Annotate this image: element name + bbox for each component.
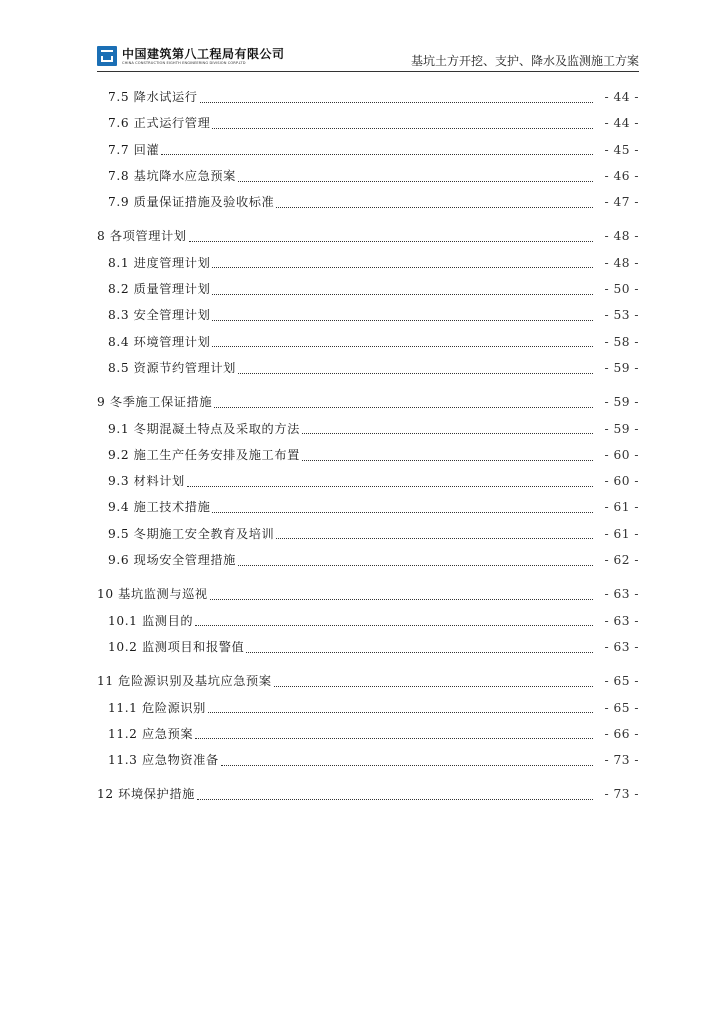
page-header: [97, 44, 639, 70]
toc-entry-title: 7.7 回灌: [108, 142, 160, 157]
toc-entry-page: - 59 -: [604, 395, 639, 410]
table-of-contents: [97, 84, 639, 808]
toc-leader-dots: [214, 407, 593, 408]
toc-leader-dots: [238, 565, 593, 566]
toc-leader-dots: [276, 538, 593, 539]
toc-entry-page: - 53 -: [604, 308, 639, 323]
toc-entry-page: - 73 -: [604, 787, 639, 802]
toc-leader-dots: [212, 128, 593, 129]
toc-leader-dots: [187, 486, 593, 487]
toc-entry[interactable]: [97, 668, 639, 694]
toc-leader-dots: [212, 346, 593, 347]
toc-leader-dots: [238, 373, 593, 374]
toc-entry-page: - 60 -: [604, 447, 639, 462]
toc-entry-title: 8.4 环境管理计划: [108, 334, 211, 349]
toc-entry[interactable]: [97, 137, 639, 163]
toc-entry-page: - 59 -: [604, 360, 639, 375]
toc-entry-title: 8.2 质量管理计划: [108, 282, 211, 297]
toc-entry[interactable]: [97, 276, 639, 302]
toc-entry-page: - 61 -: [604, 526, 639, 541]
toc-leader-dots: [274, 686, 593, 687]
toc-entry-title: 11 危险源识别及基坑应急预案: [97, 674, 272, 689]
toc-entry-page: - 65 -: [604, 700, 639, 715]
header-divider: [97, 71, 639, 72]
toc-entry-page: - 66 -: [604, 726, 639, 741]
toc-entry[interactable]: [97, 781, 639, 807]
toc-entry-title: 8.1 进度管理计划: [108, 255, 211, 270]
toc-leader-dots: [302, 460, 593, 461]
toc-entry-title: 8.3 安全管理计划: [108, 308, 211, 323]
toc-entry-page: - 44 -: [604, 116, 639, 131]
toc-entry[interactable]: [97, 163, 639, 189]
toc-entry-page: - 63 -: [604, 613, 639, 628]
toc-entry[interactable]: [97, 329, 639, 355]
toc-entry[interactable]: [97, 521, 639, 547]
toc-entry[interactable]: [97, 189, 639, 215]
toc-leader-dots: [189, 241, 593, 242]
toc-leader-dots: [195, 738, 593, 739]
toc-entry[interactable]: [97, 581, 639, 607]
toc-entry[interactable]: [97, 468, 639, 494]
toc-entry-title: 11.2 应急预案: [108, 726, 194, 741]
toc-leader-dots: [195, 625, 593, 626]
toc-entry[interactable]: [97, 84, 639, 110]
toc-entry-page: - 44 -: [604, 90, 639, 104]
toc-leader-dots: [208, 712, 593, 713]
toc-entry-title: 8.5 资源节约管理计划: [108, 360, 236, 375]
toc-entry-title: 7.6 正式运行管理: [108, 116, 211, 131]
toc-entry-page: - 48 -: [604, 229, 639, 244]
toc-entry-page: - 63 -: [604, 587, 639, 602]
toc-entry-page: - 50 -: [604, 282, 639, 297]
toc-entry-page: - 47 -: [604, 195, 639, 210]
toc-entry-page: - 73 -: [604, 753, 639, 768]
toc-leader-dots: [276, 207, 593, 208]
toc-entry-title: 7.9 质量保证措施及验收标准: [108, 195, 275, 210]
toc-entry[interactable]: [97, 223, 639, 249]
company-name-en: CHINA CONSTRUCTION EIGHTH ENGINEERING DIVISION CORP.LTD: [122, 61, 246, 65]
toc-leader-dots: [161, 154, 593, 155]
toc-entry[interactable]: [97, 547, 639, 573]
toc-entry-title: 10 基坑监测与巡视: [97, 587, 208, 602]
toc-entry-title: 12 环境保护措施: [97, 787, 195, 802]
toc-entry-page: - 65 -: [604, 674, 639, 689]
toc-leader-dots: [197, 799, 593, 800]
toc-entry[interactable]: [97, 608, 639, 634]
toc-entry-title: 11.3 应急物资准备: [108, 753, 219, 768]
toc-leader-dots: [210, 599, 593, 600]
toc-entry-page: - 63 -: [604, 639, 639, 654]
toc-entry-page: - 61 -: [604, 500, 639, 515]
toc-leader-dots: [212, 267, 593, 268]
toc-entry-title: 7.8 基坑降水应急预案: [108, 168, 236, 183]
toc-entry-title: 10.1 监测目的: [108, 613, 194, 628]
toc-entry[interactable]: [97, 110, 639, 136]
toc-entry-page: - 48 -: [604, 255, 639, 270]
toc-entry-title: 9.2 施工生产任务安排及施工布置: [108, 447, 300, 462]
toc-entry-page: - 60 -: [604, 474, 639, 489]
toc-leader-dots: [200, 102, 593, 103]
toc-entry-page: - 58 -: [604, 334, 639, 349]
toc-entry-page: - 46 -: [604, 168, 639, 183]
toc-entry[interactable]: [97, 250, 639, 276]
toc-leader-dots: [238, 181, 593, 182]
toc-entry-title: 8 各项管理计划: [97, 229, 187, 244]
document-title: 基坑土方开挖、支护、降水及监测施工方案: [410, 54, 639, 68]
toc-entry[interactable]: [97, 747, 639, 773]
toc-entry-title: 9.5 冬期施工安全教育及培训: [108, 526, 275, 541]
toc-entry[interactable]: [97, 721, 639, 747]
toc-leader-dots: [212, 320, 593, 321]
toc-entry-page: - 59 -: [604, 421, 639, 436]
toc-leader-dots: [246, 652, 593, 653]
toc-entry-title: 9.4 施工技术措施: [108, 500, 211, 515]
toc-entry[interactable]: [97, 389, 639, 415]
toc-entry[interactable]: [97, 302, 639, 328]
company-name-cn: 中国建筑第八工程局有限公司: [122, 47, 285, 61]
company-logo-icon: [97, 46, 117, 66]
toc-entry[interactable]: [97, 442, 639, 468]
toc-entry-title: 11.1 危险源识别: [108, 700, 206, 715]
toc-leader-dots: [302, 433, 593, 434]
toc-entry[interactable]: [97, 355, 639, 381]
toc-entry[interactable]: [97, 695, 639, 721]
toc-entry-page: - 62 -: [604, 553, 639, 568]
toc-entry-page: - 45 -: [604, 142, 639, 157]
toc-entry[interactable]: [97, 634, 639, 660]
toc-leader-dots: [221, 765, 593, 766]
toc-leader-dots: [212, 294, 593, 295]
toc-leader-dots: [212, 512, 593, 513]
toc-entry-title: 9.1 冬期混凝土特点及采取的方法: [108, 421, 300, 436]
toc-entry-title: 7.5 降水试运行: [108, 90, 198, 104]
toc-entry-title: 10.2 监测项目和报警值: [108, 639, 245, 654]
toc-entry-title: 9.3 材料计划: [108, 474, 185, 489]
toc-entry[interactable]: [97, 416, 639, 442]
toc-entry-title: 9 冬季施工保证措施: [97, 395, 213, 410]
toc-entry-title: 9.6 现场安全管理措施: [108, 553, 236, 568]
toc-entry[interactable]: [97, 494, 639, 520]
